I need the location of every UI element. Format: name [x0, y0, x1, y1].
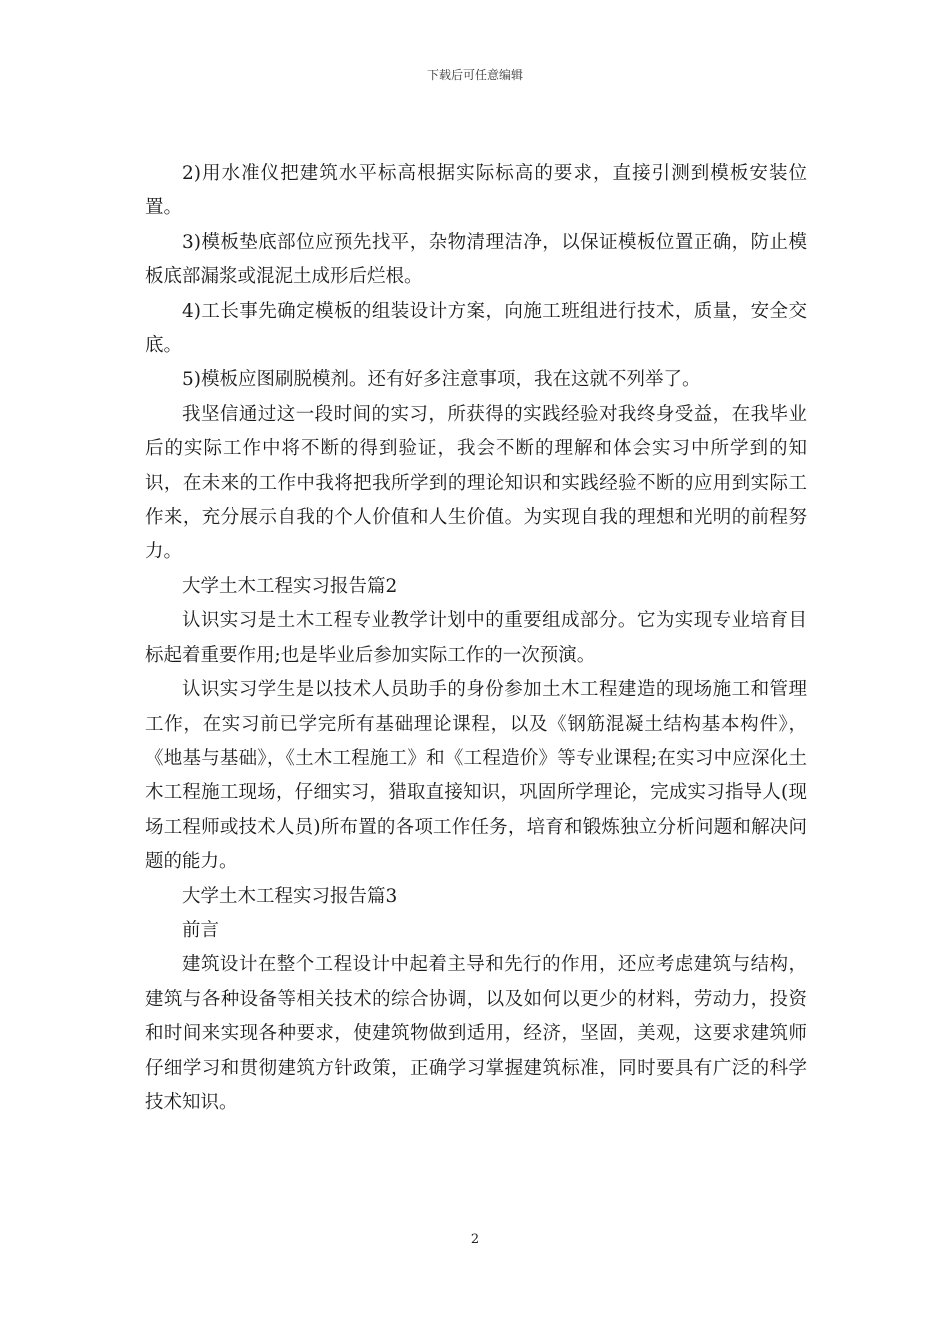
paragraph-report-2-body: 认识实习学生是以技术人员助手的身份参加土木工程建造的现场施工和管理工作，在实习前已学完所有基础理论课程，以及《钢筋混凝土结构基本构件》，《地基与基础》，《土木工程施工》和《工程造价》等专业课程;在实习中应深化土木工程施工现场，仔细实习，猎取直接知识，巩固所学理论，完成实习指导人(现场工程师或技术人员)所布置的各项工作任务，培育和锻炼独立分析问题和解决问题的能力。 — [145, 679, 807, 873]
header-note: 下载后可任意编辑 — [426, 68, 523, 82]
section-heading-preface: 前言 — [182, 919, 220, 941]
paragraph-conclusion: 我坚信通过这一段时间的实习，所获得的实践经验对我终身受益，在我毕业后的实际工作中将不断的得到验证，我会不断的理解和体会实习中所学到的知识，在未来的工作中我将把我所学到的理论知识和实践经验不断的应用到实际工作来，充分展示自我的个人价值和人生价值。为实现自我的理想和光明的前程努力。 — [145, 403, 807, 563]
page-number: 2 — [470, 1232, 480, 1247]
paragraph-step-5: 5)模板应图刷脱模剂。还有好多注意事项，我在这就不列举了。 — [182, 369, 701, 391]
document-body — [145, 157, 807, 1120]
paragraph-report-2-intro: 认识实习是土木工程专业教学计划中的重要组成部分。它为实现专业培育目标起着重要作用;也是毕业后参加实际工作的一次预演。 — [145, 610, 807, 666]
paragraph-step-3: 3)模板垫底部位应预先找平，杂物清理洁净，以保证模板位置正确，防止模板底部漏浆或混泥土成形后烂根。 — [145, 231, 807, 288]
paragraph-step-4: 4)工长事先确定模板的组装设计方案，向施工班组进行技术，质量，安全交底。 — [145, 300, 807, 357]
paragraph-step-2: 2)用水准仪把建筑水平标高根据实际标高的要求，直接引测到模板安装位置。 — [145, 163, 807, 219]
section-heading-report-2: 大学土木工程实习报告篇2 — [182, 575, 398, 597]
paragraph-preface-body: 建筑设计在整个工程设计中起着主导和先行的作用，还应考虑建筑与结构，建筑与各种设备等相关技术的综合协调，以及如何以更少的材料，劳动力，投资和时间来实现各种要求，使建筑物做到适用，经济，坚固，美观，这要求建筑师仔细学习和贯彻建筑方针政策，正确学习掌握建筑标准，同时要具有广泛的科学技术知识。 — [145, 954, 807, 1113]
section-heading-report-3: 大学土木工程实习报告篇3 — [182, 885, 398, 907]
